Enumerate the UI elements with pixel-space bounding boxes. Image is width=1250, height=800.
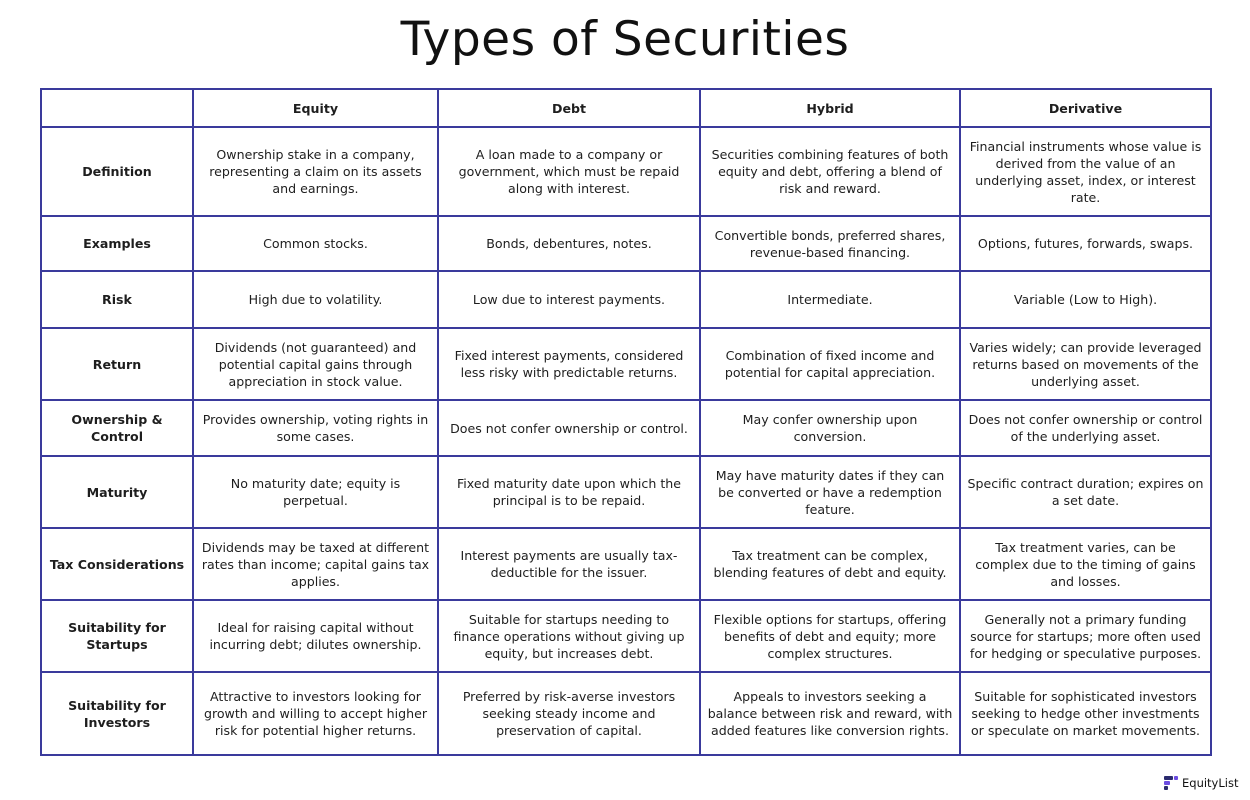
table-cell: Tax treatment can be complex, blending features of debt and equity. xyxy=(700,528,960,600)
table-cell: Fixed maturity date upon which the principal is to be repaid. xyxy=(438,456,700,528)
row-header: Tax Considerations xyxy=(41,528,193,600)
table-cell: Ownership stake in a company, representing a claim on its assets and earnings. xyxy=(193,127,438,216)
row-header: Return xyxy=(41,328,193,400)
column-header-derivative: Derivative xyxy=(960,89,1211,127)
table-cell: Tax treatment varies, can be complex due to the timing of gains and losses. xyxy=(960,528,1211,600)
table-cell: High due to volatility. xyxy=(193,271,438,328)
table-cell: Options, futures, forwards, swaps. xyxy=(960,216,1211,271)
table-row xyxy=(41,216,1211,271)
table-cell: Flexible options for startups, offering benefits of debt and equity; more complex structures. xyxy=(700,600,960,672)
table-cell: Varies widely; can provide leveraged returns based on movements of the underlying asset. xyxy=(960,328,1211,400)
table-cell: Specific contract duration; expires on a set date. xyxy=(960,456,1211,528)
table-row xyxy=(41,400,1211,456)
table-cell: Dividends may be taxed at different rates than income; capital gains tax applies. xyxy=(193,528,438,600)
table-cell: Attractive to investors looking for growth and willing to accept higher risk for potential higher returns. xyxy=(193,672,438,755)
securities-table xyxy=(40,88,1212,756)
table-cell: Financial instruments whose value is derived from the value of an underlying asset, index, or interest rate. xyxy=(960,127,1211,216)
table-cell: Suitable for startups needing to finance operations without giving up equity, but increases debt. xyxy=(438,600,700,672)
brand-name: EquityList xyxy=(1182,776,1239,790)
row-header: Ownership & Control xyxy=(41,400,193,456)
table-cell: Ideal for raising capital without incurring debt; dilutes ownership. xyxy=(193,600,438,672)
table-cell: No maturity date; equity is perpetual. xyxy=(193,456,438,528)
table-cell: Appeals to investors seeking a balance between risk and reward, with added features like conversion rights. xyxy=(700,672,960,755)
row-header: Suitability for Startups xyxy=(41,600,193,672)
table-cell: Variable (Low to High). xyxy=(960,271,1211,328)
table-cell: A loan made to a company or government, which must be repaid along with interest. xyxy=(438,127,700,216)
table-cell: Low due to interest payments. xyxy=(438,271,700,328)
table-cell: Fixed interest payments, considered less risky with predictable returns. xyxy=(438,328,700,400)
table-row xyxy=(41,271,1211,328)
table-cell: Interest payments are usually tax-deductible for the issuer. xyxy=(438,528,700,600)
column-header-debt: Debt xyxy=(438,89,700,127)
row-header: Examples xyxy=(41,216,193,271)
table-row xyxy=(41,528,1211,600)
table-row xyxy=(41,328,1211,400)
table-header-row xyxy=(41,89,1211,127)
table-cell: Intermediate. xyxy=(700,271,960,328)
table-cell: Bonds, debentures, notes. xyxy=(438,216,700,271)
row-header: Suitability for Investors xyxy=(41,672,193,755)
table-row xyxy=(41,127,1211,216)
column-header-equity: Equity xyxy=(193,89,438,127)
table-cell: Combination of fixed income and potential for capital appreciation. xyxy=(700,328,960,400)
row-header: Maturity xyxy=(41,456,193,528)
table-cell: Securities combining features of both equity and debt, offering a blend of risk and reward. xyxy=(700,127,960,216)
table-cell: Generally not a primary funding source for startups; more often used for hedging or speculative purposes. xyxy=(960,600,1211,672)
column-header-hybrid: Hybrid xyxy=(700,89,960,127)
table-row xyxy=(41,672,1211,755)
table-row xyxy=(41,456,1211,528)
table-cell: Does not confer ownership or control. xyxy=(438,400,700,456)
table-cell: May have maturity dates if they can be converted or have a redemption feature. xyxy=(700,456,960,528)
row-header: Risk xyxy=(41,271,193,328)
table-row xyxy=(41,600,1211,672)
page-title: Types of Securities xyxy=(400,12,850,67)
table-cell: Provides ownership, voting rights in some cases. xyxy=(193,400,438,456)
table-corner-cell xyxy=(41,89,193,127)
table-cell: May confer ownership upon conversion. xyxy=(700,400,960,456)
table-cell: Dividends (not guaranteed) and potential capital gains through appreciation in stock value. xyxy=(193,328,438,400)
equitylist-logo-icon xyxy=(1164,776,1178,790)
table-cell: Suitable for sophisticated investors seeking to hedge other investments or speculate on market movements. xyxy=(960,672,1211,755)
table-cell: Common stocks. xyxy=(193,216,438,271)
table-cell: Does not confer ownership or control of the underlying asset. xyxy=(960,400,1211,456)
table-cell: Convertible bonds, preferred shares, revenue-based financing. xyxy=(700,216,960,271)
brand-logo xyxy=(1164,774,1238,792)
row-header: Definition xyxy=(41,127,193,216)
table-cell: Preferred by risk-averse investors seeking steady income and preservation of capital. xyxy=(438,672,700,755)
